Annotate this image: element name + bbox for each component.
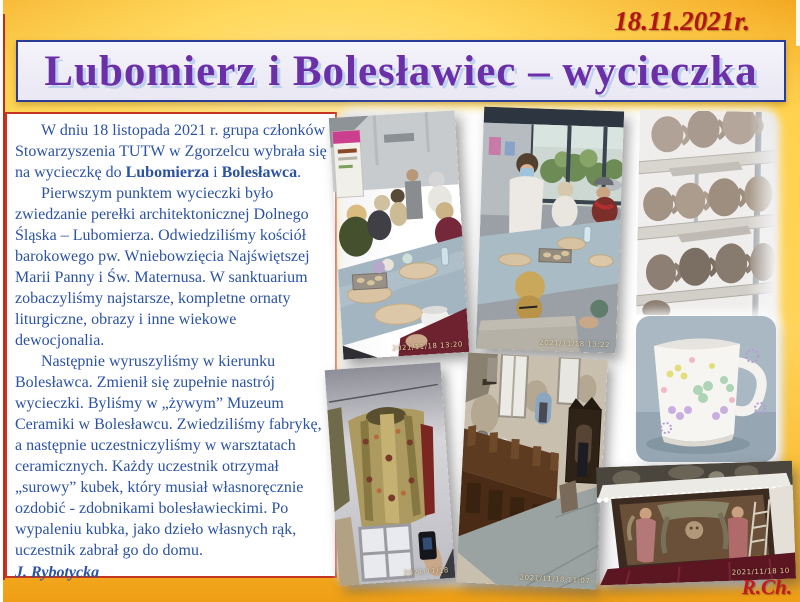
choir-stalls-illustration [456, 352, 608, 589]
photo-decorated-mug [636, 316, 776, 462]
timestamp-label: 2021/11/18 11:07 [519, 573, 591, 586]
photo-clay-mugs-shelf [636, 110, 778, 317]
paragraph-1: W dniu 18 listopada 2021 r. grupa członków Stowarzyszenia TUTW w Zgorzelcu wybrała się na wycieczkę do Lubomierza i Bolesławca. [15, 122, 327, 181]
timestamp-label: 2021/11/18 13:22 [539, 338, 611, 350]
timestamp-label: 2021/11/18 10 [731, 566, 790, 577]
initials-signature: R.Ch. [741, 575, 792, 599]
title-banner [16, 40, 786, 102]
mug-shelf-illustration [636, 110, 778, 317]
article-panel [5, 112, 337, 581]
bold-boleslawca: Bolesławca [221, 164, 298, 181]
bold-lubomierza: Lubomierza [125, 164, 210, 181]
photo-vestment [325, 362, 456, 586]
timestamp-label: 2021/11/18 13:20 [391, 340, 464, 353]
vestment-illustration [325, 362, 456, 586]
date-label: 18.11.2021r. [614, 6, 750, 36]
page-title: Lubomierz i Bolesławiec – wycieczka [44, 47, 758, 95]
workshop2-illustration [476, 107, 624, 354]
photo-workshop-table-2 [476, 107, 624, 354]
workshop1-illustration [329, 110, 470, 359]
photo-altar [596, 461, 796, 586]
page-right-white-edge [796, 0, 800, 46]
author-signature: J. Rybotycka [15, 564, 100, 581]
timestamp-label: 2021/11/18 [403, 566, 450, 578]
paragraph-2: Pierwszym punktem wycieczki było zwiedzanie perełki architektonicznej Dolnego Śląska – Lubomierza. Odwiedziliśmy kościół barokowego pw. Wniebowzięcia Najświętszej Marii Panny i Św. Maternusa. W sanktuarium zobaczyliśmy najstarsze, kompletne ornaty liturgiczne, obrazy i inne wiekowe dewocjonalia. [15, 185, 310, 349]
photo-workshop-table-1 [329, 110, 470, 359]
paragraph-3: Następnie wyruszyliśmy w kierunku Bolesławca. Zmienił się zupełnie nastrój wycieczki. Byliśmy w „żywym” Muzeum Ceramiki w Bolesławcu. Zwiedziliśmy fabrykę, a następnie uczestniczyliśmy w warsztatach ceramicznych. Każdy uczestnik otrzymał „surowy” kubek, który musiał własnoręcznie ozdobić - zdobnikami bolesławieckimi. Po wypaleniu kubka, jako dzieło własnych rąk, uczestnik zabrał go do domu. [15, 353, 322, 559]
photo-choir-stalls [456, 352, 608, 589]
decorated-mug-illustration [636, 316, 776, 462]
